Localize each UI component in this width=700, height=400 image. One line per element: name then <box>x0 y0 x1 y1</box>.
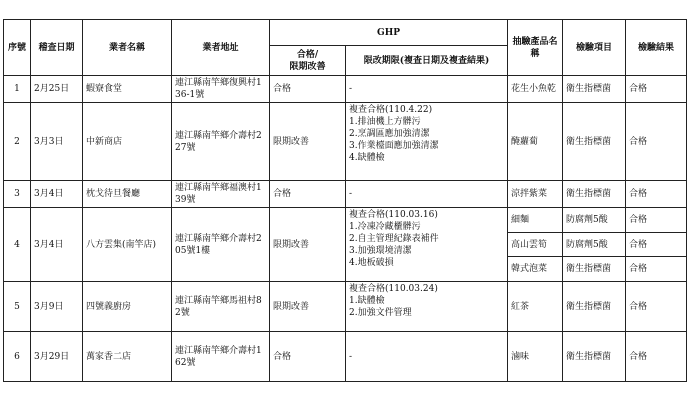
cell-name: 四號義廚房 <box>83 282 172 332</box>
cell-seq: 5 <box>4 282 31 332</box>
cell-item: 衛生指標菌 <box>563 103 626 181</box>
header-item: 檢驗項目 <box>563 20 626 76</box>
cell-item: 防腐劑5酸 <box>563 233 626 257</box>
cell-ghp-pass: 限期改善 <box>270 282 346 332</box>
cell-item: 衛生指標菌 <box>563 282 626 332</box>
cell-ghp-pass: 限期改善 <box>270 103 346 181</box>
cell-result: 合格 <box>626 76 687 103</box>
cell-ghp-deadline: - <box>346 181 508 208</box>
cell-seq: 6 <box>4 332 31 382</box>
cell-date: 3月3日 <box>31 103 83 181</box>
cell-item: 衛生指標菌 <box>563 76 626 103</box>
cell-name: 蝦寮食堂 <box>83 76 172 103</box>
cell-item: 衛生指標菌 <box>563 257 626 282</box>
cell-ghp-pass: 限期改善 <box>270 208 346 282</box>
cell-seq: 2 <box>4 103 31 181</box>
header-name: 業者名稱 <box>83 20 172 76</box>
cell-date: 3月4日 <box>31 181 83 208</box>
cell-name: 中新商店 <box>83 103 172 181</box>
header-address: 業者地址 <box>172 20 270 76</box>
header-result: 檢驗結果 <box>626 20 687 76</box>
header-product: 抽驗產品名稱 <box>508 20 563 76</box>
cell-ghp-pass: 合格 <box>270 332 346 382</box>
cell-product: 細麵 <box>508 208 563 233</box>
cell-result: 合格 <box>626 257 687 282</box>
cell-name: 八方雲集(南竿店) <box>83 208 172 282</box>
table-row <box>4 208 687 233</box>
table-row <box>4 282 687 332</box>
cell-address: 連江縣南竿鄉介壽村205號1樓 <box>172 208 270 282</box>
cell-date: 2月25日 <box>31 76 83 103</box>
cell-product: 涼拌紫菜 <box>508 181 563 208</box>
cell-ghp-deadline: 複查合格(110.03.24) 1.缺體檢 2.加強文件管理 <box>346 282 508 332</box>
table-row <box>4 332 687 382</box>
cell-ghp-deadline: - <box>346 332 508 382</box>
cell-result: 合格 <box>626 103 687 181</box>
inspection-table <box>3 19 687 382</box>
table-row <box>4 181 687 208</box>
header-date: 稽查日期 <box>31 20 83 76</box>
cell-result: 合格 <box>626 332 687 382</box>
header-ghp: GHP <box>270 20 508 46</box>
header-ghp-deadline: 限改期限(複查日期及複查結果) <box>346 46 508 76</box>
cell-product: 花生小魚乾 <box>508 76 563 103</box>
cell-address: 連江縣南竿鄉福澳村139號 <box>172 181 270 208</box>
cell-item: 防腐劑5酸 <box>563 208 626 233</box>
cell-product: 高山雲筍 <box>508 233 563 257</box>
cell-address: 連江縣南竿鄉復興村136-1號 <box>172 76 270 103</box>
table-body <box>4 76 687 382</box>
cell-ghp-pass: 合格 <box>270 181 346 208</box>
table-row <box>4 103 687 181</box>
cell-ghp-deadline: - <box>346 76 508 103</box>
cell-date: 3月4日 <box>31 208 83 282</box>
cell-date: 3月29日 <box>31 332 83 382</box>
cell-product: 紅茶 <box>508 282 563 332</box>
cell-result: 合格 <box>626 181 687 208</box>
cell-name: 枕戈待旦餐廳 <box>83 181 172 208</box>
cell-product: 醃蘿蔔 <box>508 103 563 181</box>
cell-ghp-deadline: 複查合格(110.03.16) 1.冷凍冷藏櫃髒污 2.自主管理紀錄表補件 3.加強環境清潔 4.地板破損 <box>346 208 508 282</box>
cell-seq: 1 <box>4 76 31 103</box>
cell-product: 滷味 <box>508 332 563 382</box>
cell-address: 連江縣南竿鄉馬祖村82號 <box>172 282 270 332</box>
cell-result: 合格 <box>626 208 687 233</box>
cell-address: 連江縣南竿鄉介壽村227號 <box>172 103 270 181</box>
cell-product: 韓式泡菜 <box>508 257 563 282</box>
header-ghp-pass: 合格/ 限期改善 <box>270 46 346 76</box>
cell-result: 合格 <box>626 282 687 332</box>
cell-ghp-deadline: 複查合格(110.4.22) 1.排油機上方髒污 2.烹調區應加強清潔 3.作業檯面應加強清潔 4.缺體檢 <box>346 103 508 181</box>
cell-date: 3月9日 <box>31 282 83 332</box>
cell-item: 衛生指標菌 <box>563 181 626 208</box>
table-row <box>4 76 687 103</box>
cell-name: 萬家香二店 <box>83 332 172 382</box>
cell-seq: 4 <box>4 208 31 282</box>
cell-result: 合格 <box>626 233 687 257</box>
cell-address: 連江縣南竿鄉介壽村162號 <box>172 332 270 382</box>
cell-ghp-pass: 合格 <box>270 76 346 103</box>
cell-item: 衛生指標菌 <box>563 332 626 382</box>
cell-seq: 3 <box>4 181 31 208</box>
header-seq: 序號 <box>4 20 31 76</box>
table-header <box>4 20 687 76</box>
